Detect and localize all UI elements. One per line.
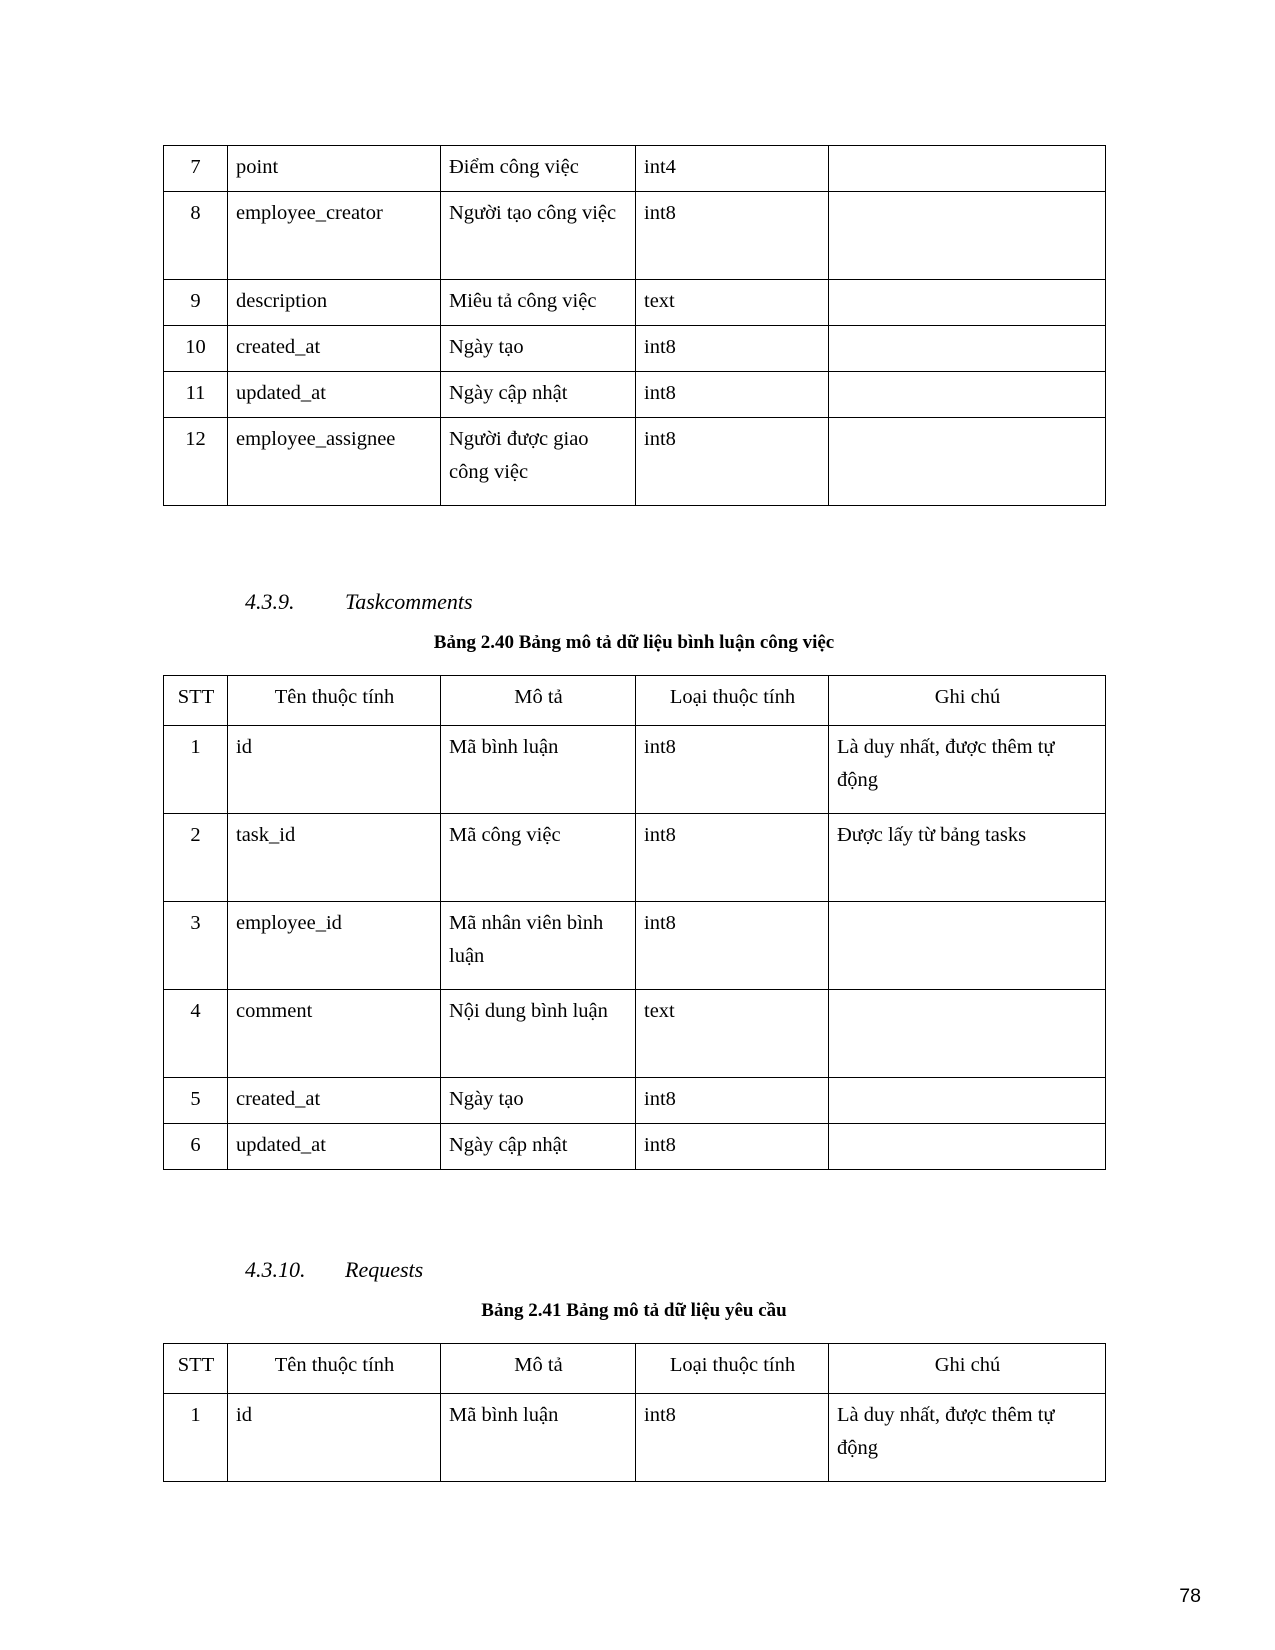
- cell-stt: 4: [164, 990, 228, 1078]
- cell-note: [829, 372, 1106, 418]
- cell-type: text: [636, 280, 829, 326]
- cell-note: [829, 990, 1106, 1078]
- cell-name: point: [228, 146, 441, 192]
- table-header-row: [164, 676, 1106, 726]
- cell-name: id: [228, 726, 441, 814]
- section-title: Requests: [345, 1257, 424, 1282]
- table-caption-2-40: [163, 632, 1105, 654]
- cell-stt: 5: [164, 1078, 228, 1124]
- cell-type: int8: [636, 814, 829, 902]
- cell-desc: Ngày cập nhật: [441, 372, 636, 418]
- cell-desc: Điểm công việc: [441, 146, 636, 192]
- cell-note: [829, 192, 1106, 280]
- cell-type: int8: [636, 418, 829, 506]
- column-header-desc: Mô tả: [441, 676, 636, 726]
- table-row: [164, 280, 1106, 326]
- column-header-type: Loại thuộc tính: [636, 676, 829, 726]
- table-row: [164, 990, 1106, 1078]
- table-tasks-continued: [163, 145, 1106, 506]
- cell-note: [829, 418, 1106, 506]
- cell-note: [829, 326, 1106, 372]
- cell-name: comment: [228, 990, 441, 1078]
- cell-stt: 7: [164, 146, 228, 192]
- column-header-name: Tên thuộc tính: [228, 1344, 441, 1394]
- section-number: 4.3.10.: [245, 1257, 306, 1282]
- cell-stt: 12: [164, 418, 228, 506]
- table-row: [164, 326, 1106, 372]
- caption-text: Bảng 2.41 Bảng mô tả dữ liệu yêu cầu: [481, 1300, 787, 1321]
- cell-type: int8: [636, 372, 829, 418]
- table-row: [164, 418, 1106, 506]
- cell-type: int8: [636, 192, 829, 280]
- table-row: [164, 902, 1106, 990]
- cell-name: updated_at: [228, 372, 441, 418]
- cell-name: employee_id: [228, 902, 441, 990]
- cell-desc: Miêu tả công việc: [441, 280, 636, 326]
- cell-note: [829, 280, 1106, 326]
- cell-stt: 2: [164, 814, 228, 902]
- page-number: 78: [1179, 1585, 1201, 1607]
- cell-desc: Nội dung bình luận: [441, 990, 636, 1078]
- cell-name: description: [228, 280, 441, 326]
- table-row: [164, 1124, 1106, 1170]
- cell-name: employee_creator: [228, 192, 441, 280]
- table-requests: [163, 1343, 1106, 1482]
- cell-type: int8: [636, 1394, 829, 1482]
- cell-note: Là duy nhất, được thêm tự động: [829, 1394, 1106, 1482]
- cell-name: employee_assignee: [228, 418, 441, 506]
- column-header-stt: STT: [164, 1344, 228, 1394]
- column-header-type: Loại thuộc tính: [636, 1344, 829, 1394]
- table-taskcomments: [163, 675, 1106, 1170]
- caption-text: Bảng 2.40 Bảng mô tả dữ liệu bình luận công việc: [433, 632, 835, 653]
- cell-stt: 1: [164, 726, 228, 814]
- cell-name: id: [228, 1394, 441, 1482]
- cell-stt: 1: [164, 1394, 228, 1482]
- cell-desc: Ngày tạo: [441, 1078, 636, 1124]
- cell-desc: Ngày tạo: [441, 326, 636, 372]
- table-header-row: [164, 1344, 1106, 1394]
- cell-stt: 11: [164, 372, 228, 418]
- table-row: [164, 726, 1106, 814]
- table-row: [164, 146, 1106, 192]
- cell-desc: Mã bình luận: [441, 1394, 636, 1482]
- cell-type: text: [636, 990, 829, 1078]
- cell-name: task_id: [228, 814, 441, 902]
- section-heading-taskcomments: [245, 589, 473, 615]
- cell-desc: Người tạo công việc: [441, 192, 636, 280]
- table-row: [164, 1394, 1106, 1482]
- cell-name: updated_at: [228, 1124, 441, 1170]
- section-number: 4.3.9.: [245, 589, 295, 614]
- table-row: [164, 1078, 1106, 1124]
- cell-stt: 8: [164, 192, 228, 280]
- cell-stt: 3: [164, 902, 228, 990]
- column-header-name: Tên thuộc tính: [228, 676, 441, 726]
- table-caption-2-41: [163, 1300, 1105, 1322]
- cell-desc: Mã nhân viên bình luận: [441, 902, 636, 990]
- cell-note: Được lấy từ bảng tasks: [829, 814, 1106, 902]
- cell-type: int8: [636, 1078, 829, 1124]
- column-header-note: Ghi chú: [829, 1344, 1106, 1394]
- table-row: [164, 192, 1106, 280]
- cell-type: int8: [636, 902, 829, 990]
- cell-type: int4: [636, 146, 829, 192]
- table-row: [164, 814, 1106, 902]
- cell-note: [829, 1078, 1106, 1124]
- column-header-desc: Mô tả: [441, 1344, 636, 1394]
- cell-note: [829, 902, 1106, 990]
- cell-note: [829, 146, 1106, 192]
- cell-desc: Mã bình luận: [441, 726, 636, 814]
- cell-desc: Người được giao công việc: [441, 418, 636, 506]
- column-header-stt: STT: [164, 676, 228, 726]
- cell-note: [829, 1124, 1106, 1170]
- cell-stt: 6: [164, 1124, 228, 1170]
- section-title: Taskcomments: [345, 589, 473, 614]
- cell-type: int8: [636, 326, 829, 372]
- table-row: [164, 372, 1106, 418]
- cell-note: Là duy nhất, được thêm tự động: [829, 726, 1106, 814]
- cell-name: created_at: [228, 1078, 441, 1124]
- cell-type: int8: [636, 726, 829, 814]
- cell-desc: Mã công việc: [441, 814, 636, 902]
- cell-type: int8: [636, 1124, 829, 1170]
- column-header-note: Ghi chú: [829, 676, 1106, 726]
- cell-name: created_at: [228, 326, 441, 372]
- cell-desc: Ngày cập nhật: [441, 1124, 636, 1170]
- cell-stt: 10: [164, 326, 228, 372]
- cell-stt: 9: [164, 280, 228, 326]
- section-heading-requests: [245, 1257, 423, 1283]
